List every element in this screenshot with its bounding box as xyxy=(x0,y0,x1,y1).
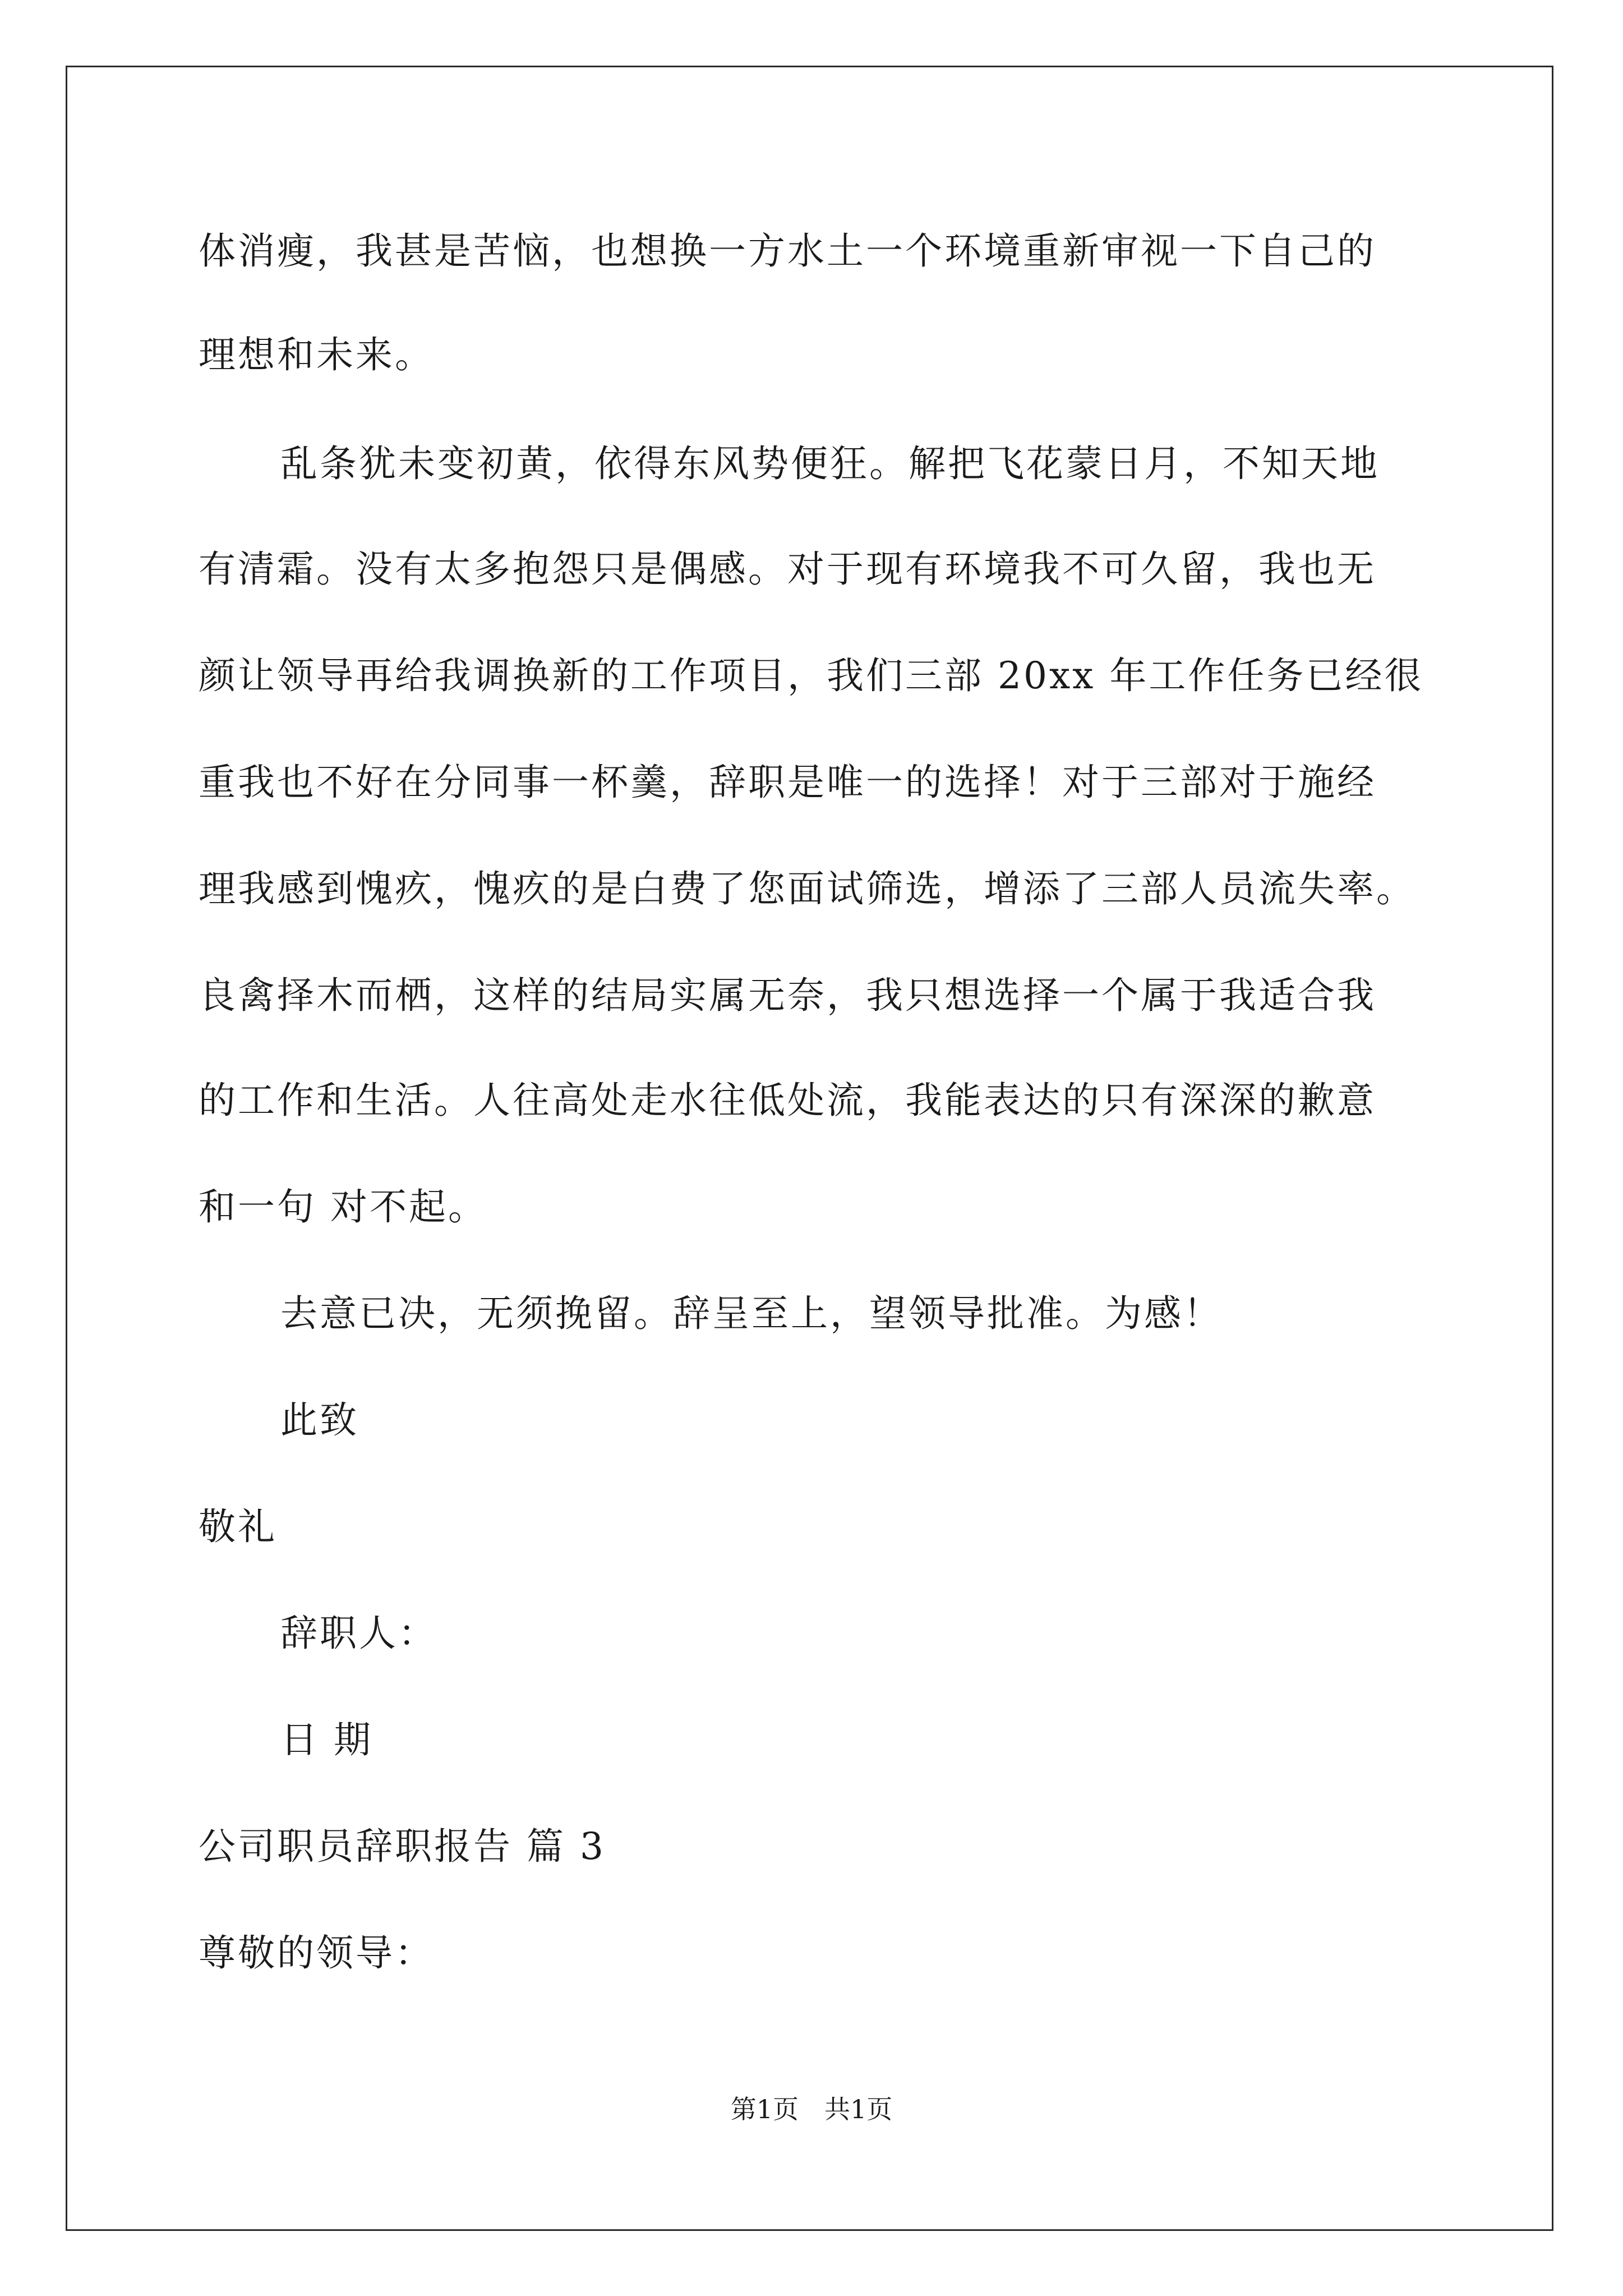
page-footer xyxy=(0,2092,1623,2126)
date-label: 日 期 xyxy=(280,1718,373,1761)
page-number: 第1页 xyxy=(730,2094,799,2124)
body-line-2: 理想和未来。 xyxy=(199,333,434,376)
salutation-jingli: 敬礼 xyxy=(199,1505,277,1548)
paragraph-line-7: 的工作和生活。人往高处走水往低处流，我能表达的只有深深的歉意 xyxy=(199,1079,1376,1122)
salutation-cizhi: 此致 xyxy=(280,1398,359,1442)
paragraph-line-6: 良禽择木而栖，这样的结局实属无奈，我只想选择一个属于我适合我 xyxy=(199,974,1376,1017)
page-border xyxy=(66,66,1553,2231)
paragraph-line-1: 乱条犹未变初黄，依得东风势便狂。解把飞花蒙日月，不知天地 xyxy=(280,442,1380,485)
paragraph-line-8: 和一句 对不起。 xyxy=(199,1185,487,1228)
paragraph-line-3: 颜让领导再给我调换新的工作项目，我们三部 20xx 年工作任务已经很 xyxy=(199,654,1424,697)
paragraph-line-5: 理我感到愧疚，愧疚的是白费了您面试筛选，增添了三部人员流失率。 xyxy=(199,867,1415,910)
paragraph-line-4: 重我也不好在分同事一杯羹，辞职是唯一的选择！对于三部对于施经 xyxy=(199,761,1376,804)
page-total: 共1页 xyxy=(824,2094,893,2124)
section-heading: 公司职员辞职报告 篇 3 xyxy=(199,1825,606,1868)
signature-label: 辞职人： xyxy=(280,1612,437,1655)
closing-paragraph: 去意已决，无须挽留。辞呈至上，望领导批准。为感！ xyxy=(280,1292,1223,1335)
paragraph-line-2: 有清霜。没有太多抱怨只是偶感。对于现有环境我不可久留，我也无 xyxy=(199,547,1376,591)
greeting-line: 尊敬的领导： xyxy=(199,1931,434,1975)
body-line-1: 体消瘦，我甚是苦恼，也想换一方水土一个环境重新审视一下自己的 xyxy=(199,229,1376,273)
